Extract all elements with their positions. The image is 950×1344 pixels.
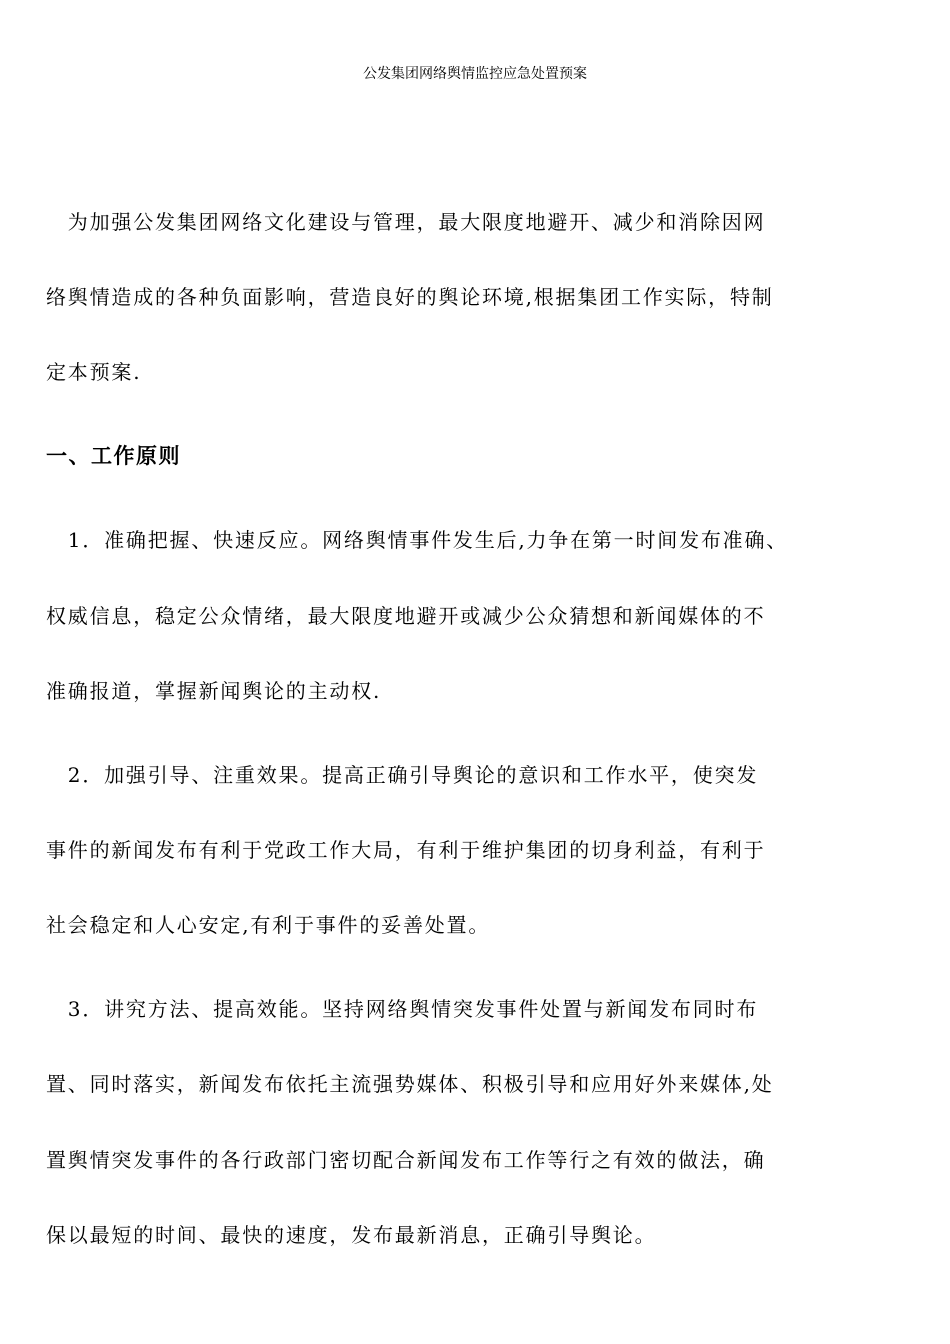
section-heading: 一、工作原则: [46, 444, 181, 468]
text-line: 2．加强引导、注重效果。提高正确引导舆论的意识和工作水平，使突发: [46, 763, 759, 787]
text-line: 准确报道，掌握新闻舆论的主动权.: [46, 679, 382, 703]
text-line: 社会稳定和人心安定,有利于事件的妥善处置。: [46, 913, 491, 937]
text-line: 事件的新闻发布有利于党政工作大局，有利于维护集团的切身利益，有利于: [46, 838, 766, 862]
text-line: 定本预案.: [46, 360, 142, 384]
text-line: 权威信息，稳定公众情绪，最大限度地避开或减少公众猜想和新闻媒体的不: [46, 604, 766, 628]
text-line: 3．讲究方法、提高效能。坚持网络舆情突发事件处置与新闻发布同时布: [46, 997, 759, 1021]
document-title: 公发集团网络舆情监控应急处置预案: [363, 66, 587, 82]
text-line: 为加强公发集团网络文化建设与管理，最大限度地避开、减少和消除因网: [46, 210, 766, 234]
text-line: 保以最短的时间、最快的速度，发布最新消息，正确引导舆论。: [46, 1223, 657, 1247]
text-line: 置舆情突发事件的各行政部门密切配合新闻发布工作等行之有效的做法，确: [46, 1148, 766, 1172]
text-line: 置、同时落实，新闻发布依托主流强势媒体、积极引导和应用好外来媒体,处: [46, 1072, 774, 1096]
text-line: 络舆情造成的各种负面影响，营造良好的舆论环境,根据集团工作实际，特制: [46, 285, 774, 309]
text-line: 1．准确把握、快速反应。网络舆情事件发生后,力争在第一时间发布准确、: [46, 528, 789, 552]
